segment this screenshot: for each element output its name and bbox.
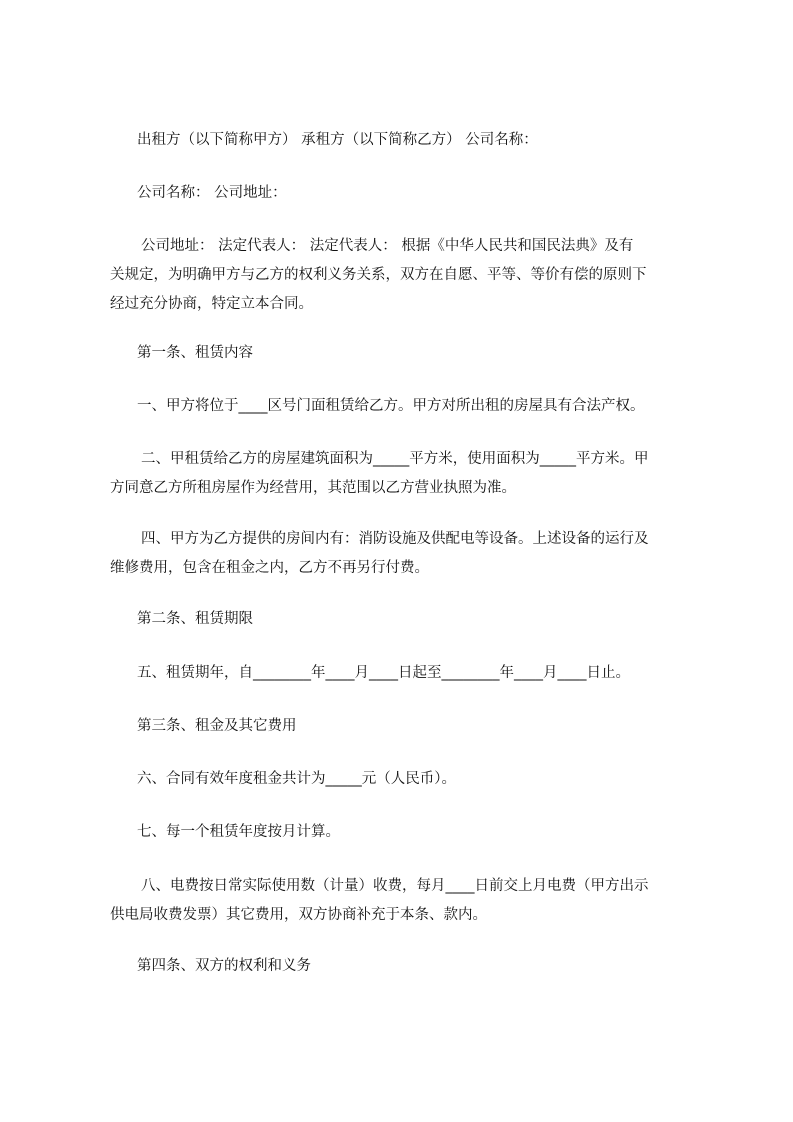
article-heading xyxy=(0,712,793,741)
preamble-paragraph xyxy=(0,232,793,319)
text-line: 第三条、租金及其它费用 xyxy=(137,718,297,734)
clause-paragraph xyxy=(0,525,793,583)
text-line: 出租方（以下简称甲方） 承租方（以下简称乙方） 公司名称： xyxy=(137,132,538,148)
text-line: 第二条、租赁期限 xyxy=(137,611,253,627)
clause-paragraph xyxy=(0,659,793,688)
clause-paragraph xyxy=(0,818,793,847)
article-heading xyxy=(0,605,793,634)
text-line: 第四条、双方的权利和义务 xyxy=(137,958,311,974)
article-heading xyxy=(0,952,793,981)
text-line: 公司地址： 法定代表人： 法定代表人： 根据《中华人民共和国民法典》及有 xyxy=(141,238,634,254)
text-line: 公司名称： 公司地址： xyxy=(137,185,287,201)
article-heading xyxy=(0,339,793,368)
text-line: 维修费用，包含在租金之内，乙方不再另行付费。 xyxy=(110,560,429,576)
text-line: 第一条、租赁内容 xyxy=(137,345,253,361)
text-line: 六、合同有效年度租金共计为_____元（人民币）。 xyxy=(137,771,456,787)
text-line: 关规定，为明确甲方与乙方的权利义务关系，双方在自愿、平等、等价有偿的原则下 xyxy=(110,267,647,283)
text-line: 一、甲方将位于____区号门面租赁给乙方。甲方对所出租的房屋具有合法产权。 xyxy=(137,398,645,414)
parties-paragraph xyxy=(0,126,793,155)
text-line: 四、甲方为乙方提供的房间内有：消防设施及供配电等设备。上述设备的运行及 xyxy=(141,531,649,547)
clause-paragraph xyxy=(0,765,793,794)
text-line: 供电局收费发票）其它费用，双方协商补充于本条、款内。 xyxy=(110,907,487,923)
clause-paragraph xyxy=(0,445,793,503)
company-info-paragraph xyxy=(0,179,793,208)
text-line: 七、每一个租赁年度按月计算。 xyxy=(137,824,340,840)
text-line: 五、租赁期年，自________年____月____日起至________年____月____日止。 xyxy=(137,665,630,681)
text-line: 方同意乙方所租房屋作为经营用，其范围以乙方营业执照为准。 xyxy=(110,480,516,496)
text-line: 八、电费按日常实际使用数（计量）收费，每月____日前交上月电费（甲方出示 xyxy=(141,878,649,894)
clause-paragraph xyxy=(0,392,793,421)
clause-paragraph xyxy=(0,872,793,930)
text-line: 二、甲租赁给乙方的房屋建筑面积为_____平方米，使用面积为_____平方米。甲 xyxy=(141,451,649,467)
text-line: 经过充分协商，特定立本合同。 xyxy=(110,296,313,312)
